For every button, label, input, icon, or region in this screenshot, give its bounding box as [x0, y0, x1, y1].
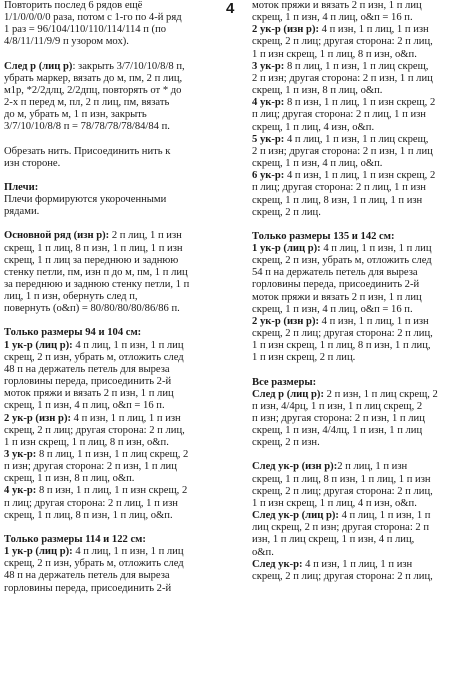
- paragraph-heading: 3 ук-р:: [252, 60, 285, 72]
- paragraph-heading: Только размеры 114 и 122 см:: [4, 533, 146, 545]
- text-line: скрещ, 1 п изн, 4/4лц, 1 п изн, 1 п лиц: [252, 425, 423, 437]
- text-line: 2-х п перед м, пл, 2 п лиц, пм, вязать: [4, 97, 170, 109]
- paragraph: [252, 377, 460, 389]
- paragraph: [252, 231, 460, 243]
- text-line: 1 п изн скрещ, 1 п лиц, 8 п изн, о&п.: [4, 436, 169, 448]
- paragraph-heading: 4 ук-р:: [4, 485, 37, 497]
- paragraph-heading: Плечи:: [4, 181, 39, 193]
- paragraph: [4, 327, 224, 339]
- paragraph-heading: 6 ук-р:: [252, 170, 285, 182]
- text-line: моток пряжи и вязать 2 п изн, 1 п лиц: [252, 291, 422, 303]
- text-line: скрещ, 2 п лиц; другая сторона: 2 п лиц,: [252, 570, 433, 582]
- text-line: 8 п лиц, 1 п изн, 1 п лиц скрещ,: [284, 60, 429, 72]
- text-line: 1 п изн скрещ, 2 п лиц.: [252, 352, 356, 364]
- text-line: п изн; другая сторона: 2 п изн, 1 п лиц: [252, 413, 425, 424]
- paragraph-heading: 1 ук-р (лиц р):: [252, 242, 321, 254]
- paragraph: [4, 182, 224, 218]
- text-line: 1 п изн скрещ, 1 п лиц, 8 п изн, 1 п лиц,: [252, 340, 431, 352]
- paragraph-heading: 2 ук-р (изн р):: [252, 24, 320, 36]
- text-line: 4 п лиц, 1 п изн, 1 п лиц: [320, 242, 432, 254]
- page-number: 4: [226, 0, 235, 17]
- text-line: скрещ, 2 п изн.: [252, 437, 320, 449]
- text-line: 4 п лиц, 1 п изн, 1 п лиц скрещ,: [284, 133, 429, 145]
- paragraph-heading: Только размеры 135 и 142 см:: [252, 230, 395, 242]
- paragraph: [4, 534, 224, 546]
- text-line: скрещ, 1 п изн, 4 п лиц, о&п.: [252, 158, 383, 170]
- text-line: лиц скрещ, 2 п изн; другая сторона: 2 п: [252, 522, 430, 534]
- text-line: скрещ, 2 п лиц; другая сторона: 2 п лиц,: [252, 36, 433, 48]
- text-line: изн, 1 п лиц скрещ, 1 п изн, 4 п лиц,: [252, 534, 415, 546]
- text-line: 4 п лиц, 1 п изн, 1 п: [338, 510, 431, 522]
- text-line: скрещ, 2 п изн, убрать м, отложить след: [4, 351, 184, 363]
- text-line: скрещ, 1 п изн, 4 п лиц, о&п = 16 п.: [4, 400, 165, 412]
- paragraph: [4, 546, 224, 595]
- paragraph-heading: След ук-р (лиц р):: [252, 510, 339, 522]
- text-line: 2 п изн, 1 п лиц скрещ, 2: [323, 388, 438, 400]
- paragraph: [4, 449, 224, 485]
- text-line: повернуть (о&п) = 80/80/80/80/86/86 п.: [4, 303, 180, 315]
- paragraph: [4, 61, 224, 134]
- text-line: Плечи формируются укороченными: [4, 194, 167, 206]
- text-line: скрещ, 1 п лиц, 8 п изн, 1 п лиц, 1 п изн: [252, 473, 431, 485]
- text-line: изн стороне.: [4, 157, 61, 169]
- paragraph: [252, 559, 460, 583]
- text-line: за переднюю и заднюю стенку петли, 1 п: [4, 278, 190, 290]
- text-line: скрещ, 2 п лиц; другая сторона: 2 п лиц,: [252, 485, 433, 497]
- text-line: моток пряжи и вязать 2 п изн, 1 п лиц: [4, 388, 174, 400]
- paragraph-heading: Все размеры:: [252, 376, 317, 388]
- text-line: п изн; другая сторона: 2 п изн, 1 п лиц: [4, 461, 177, 473]
- text-line: скрещ, 1 п изн, 4 п лиц, о&п = 16 п.: [252, 12, 413, 24]
- text-line: рядами.: [4, 206, 40, 218]
- text-line: м1р, *2/2длц, 2/2дпц, повторять от * до: [4, 84, 182, 96]
- text-line: 1/1/0/0/0/0 раза, потом с 1-го по 4-й ряд: [4, 12, 182, 24]
- paragraph: [252, 134, 460, 170]
- text-line: Повторить послед 6 рядов ещё: [4, 0, 143, 11]
- text-line: скрещ, 1 п изн, 8 п лиц, о&п.: [252, 85, 383, 97]
- text-line: скрещ, 1 п лиц, 8 п изн, 1 п лиц, о&п.: [4, 509, 173, 521]
- text-line: : закрыть 3/7/10/10/8/8 п,: [72, 60, 185, 72]
- text-line: убрать маркер, вязать до м, пм, 2 п лиц,: [4, 72, 183, 84]
- right-text-column: [252, 0, 460, 583]
- text-line: 4 п лиц, 1 п изн, 1 п лиц: [72, 339, 184, 351]
- text-line: п лиц; другая сторона: 2 п лиц, 1 п изн: [252, 182, 426, 194]
- text-line: 4 п изн, 1 п лиц, 1 п изн: [302, 558, 413, 570]
- text-line: горловины переда, присоединить 2-й: [4, 582, 172, 594]
- text-line: 54 п на держатель петель для выреза: [252, 267, 418, 279]
- text-line: 4 п лиц, 1 п изн, 1 п лиц: [72, 546, 184, 558]
- text-line: Обрезать нить. Присоединить нить к: [4, 145, 171, 157]
- text-line: 1 п изн скрещ, 1 п лиц, 4 п изн, о&п.: [252, 497, 417, 509]
- paragraph-heading: 2 ук-р (изн р):: [252, 315, 320, 327]
- paragraph-heading: След р (лиц р):: [252, 388, 324, 400]
- paragraph: [252, 510, 460, 559]
- paragraph: [252, 243, 460, 316]
- paragraph: [252, 61, 460, 97]
- paragraph: [252, 389, 460, 450]
- text-line: 2 п лиц, 1 п изн: [337, 461, 408, 473]
- text-line: скрещ, 1 п лиц, 4 изн, о&п.: [252, 121, 375, 133]
- text-line: скрещ, 1 п лиц за переднюю и заднюю: [4, 254, 179, 266]
- text-line: скрещ, 2 п изн, убрать м, отложить след: [4, 558, 184, 570]
- text-line: до м, убрать м, 1 п изн, закрыть: [4, 109, 147, 121]
- text-line: горловины переда, присоединить 2-й: [252, 279, 420, 291]
- paragraph-heading: 4 ук-р:: [252, 97, 285, 109]
- text-line: скрещ, 2 п лиц; другая сторона: 2 п лиц,: [252, 328, 433, 340]
- text-line: скрещ, 1 п изн, 4 п лиц, о&п = 16 п.: [252, 303, 413, 315]
- text-line: 1 п изн скрещ, 1 п лиц, 8 п изн, о&п.: [252, 48, 417, 60]
- text-line: скрещ, 1 п изн, 8 п лиц, о&п.: [4, 473, 135, 485]
- text-line: скрещ, 2 п изн, убрать м, отложить след: [252, 255, 432, 267]
- paragraph-heading: 5 ук-р:: [252, 133, 285, 145]
- text-line: стенку петли, пм, изн п до м, пм, 1 п лиц: [4, 266, 188, 278]
- text-line: о&п.: [252, 546, 274, 558]
- paragraph-heading: Только размеры 94 и 104 см:: [4, 327, 142, 339]
- paragraph: [4, 413, 224, 449]
- paragraph: [4, 340, 224, 413]
- text-line: 2 п изн; другая сторона: 2 п изн, 1 п лиц: [252, 145, 433, 157]
- paragraph-heading: 2 ук-р (изн р):: [4, 412, 72, 424]
- paragraph: [252, 170, 460, 219]
- text-line: 48 п на держатель петель для выреза: [4, 570, 170, 582]
- paragraph: [252, 316, 460, 365]
- paragraph: [4, 485, 224, 521]
- text-line: 4 п изн, 1 п лиц, 1 п изн: [319, 24, 429, 36]
- text-line: 2 п изн; другая сторона: 2 п изн, 1 п лиц: [252, 72, 433, 84]
- text-line: скрещ, 1 п лиц, 8 изн, 1 п лиц, 1 п изн: [252, 194, 423, 206]
- paragraph-heading: 1 ук-р (лиц р):: [4, 339, 73, 351]
- text-line: скрещ, 2 п лиц.: [252, 206, 321, 218]
- paragraph-heading: След ук-р:: [252, 558, 303, 570]
- text-line: 48 п на держатель петель для выреза: [4, 363, 170, 375]
- left-text-column: [4, 0, 224, 595]
- paragraph-heading: 3 ук-р:: [4, 449, 37, 460]
- text-line: скрещ, 1 п лиц, 8 п изн, 1 п лиц, 1 п изн: [4, 242, 183, 254]
- paragraph-heading: 1 ук-р (лиц р):: [4, 546, 73, 558]
- paragraph: [252, 24, 460, 60]
- paragraph: [4, 230, 224, 315]
- text-line: лиц, 1 п изн, обернуть след п,: [4, 291, 138, 303]
- paragraph: [4, 0, 224, 49]
- paragraph: [252, 461, 460, 510]
- text-line: 8 п лиц, 1 п изн, 1 п лиц скрещ, 2: [36, 449, 189, 460]
- paragraph-heading: След р (лиц р): [4, 60, 73, 72]
- text-line: 8 п изн, 1 п лиц, 1 п изн скрещ, 2: [284, 97, 436, 109]
- text-line: горловины переда, присоединить 2-й: [4, 376, 172, 388]
- text-line: 4 п изн, 1 п лиц, 1 п изн: [71, 412, 181, 424]
- text-line: 4 п изн, 1 п лиц, 1 п изн: [319, 315, 429, 327]
- text-line: моток пряжи и вязать 2 п изн, 1 п лиц: [252, 0, 422, 11]
- text-line: 3/7/10/10/8/8 п = 78/78/78/78/84/84 п.: [4, 121, 170, 133]
- paragraph: [4, 146, 224, 170]
- text-line: скрещ, 2 п лиц; другая сторона: 2 п лиц,: [4, 424, 185, 436]
- text-line: 1 раз = 96/104/110/110/114/114 п (по: [4, 24, 167, 36]
- text-line: 4 п изн, 1 п лиц, 1 п изн скрещ, 2: [284, 170, 436, 182]
- text-line: п изн, 4/4рц, 1 п изн, 1 п лиц скрещ, 2: [252, 400, 423, 412]
- paragraph-heading: След ук-р (изн р):: [252, 461, 338, 473]
- paragraph: [252, 97, 460, 133]
- paragraph: [252, 0, 460, 24]
- text-line: 2 п лиц, 1 п изн: [109, 230, 182, 242]
- text-line: 8 п изн, 1 п лиц, 1 п изн скрещ, 2: [36, 485, 188, 497]
- paragraph-heading: Основной ряд (изн р):: [4, 230, 110, 242]
- text-line: п лиц; другая сторона: 2 п лиц, 1 п изн: [252, 109, 426, 121]
- text-line: п лиц; другая сторона: 2 п лиц, 1 п изн: [4, 497, 178, 509]
- text-line: 4/8/11/11/9/9 п узором мох).: [4, 36, 129, 48]
